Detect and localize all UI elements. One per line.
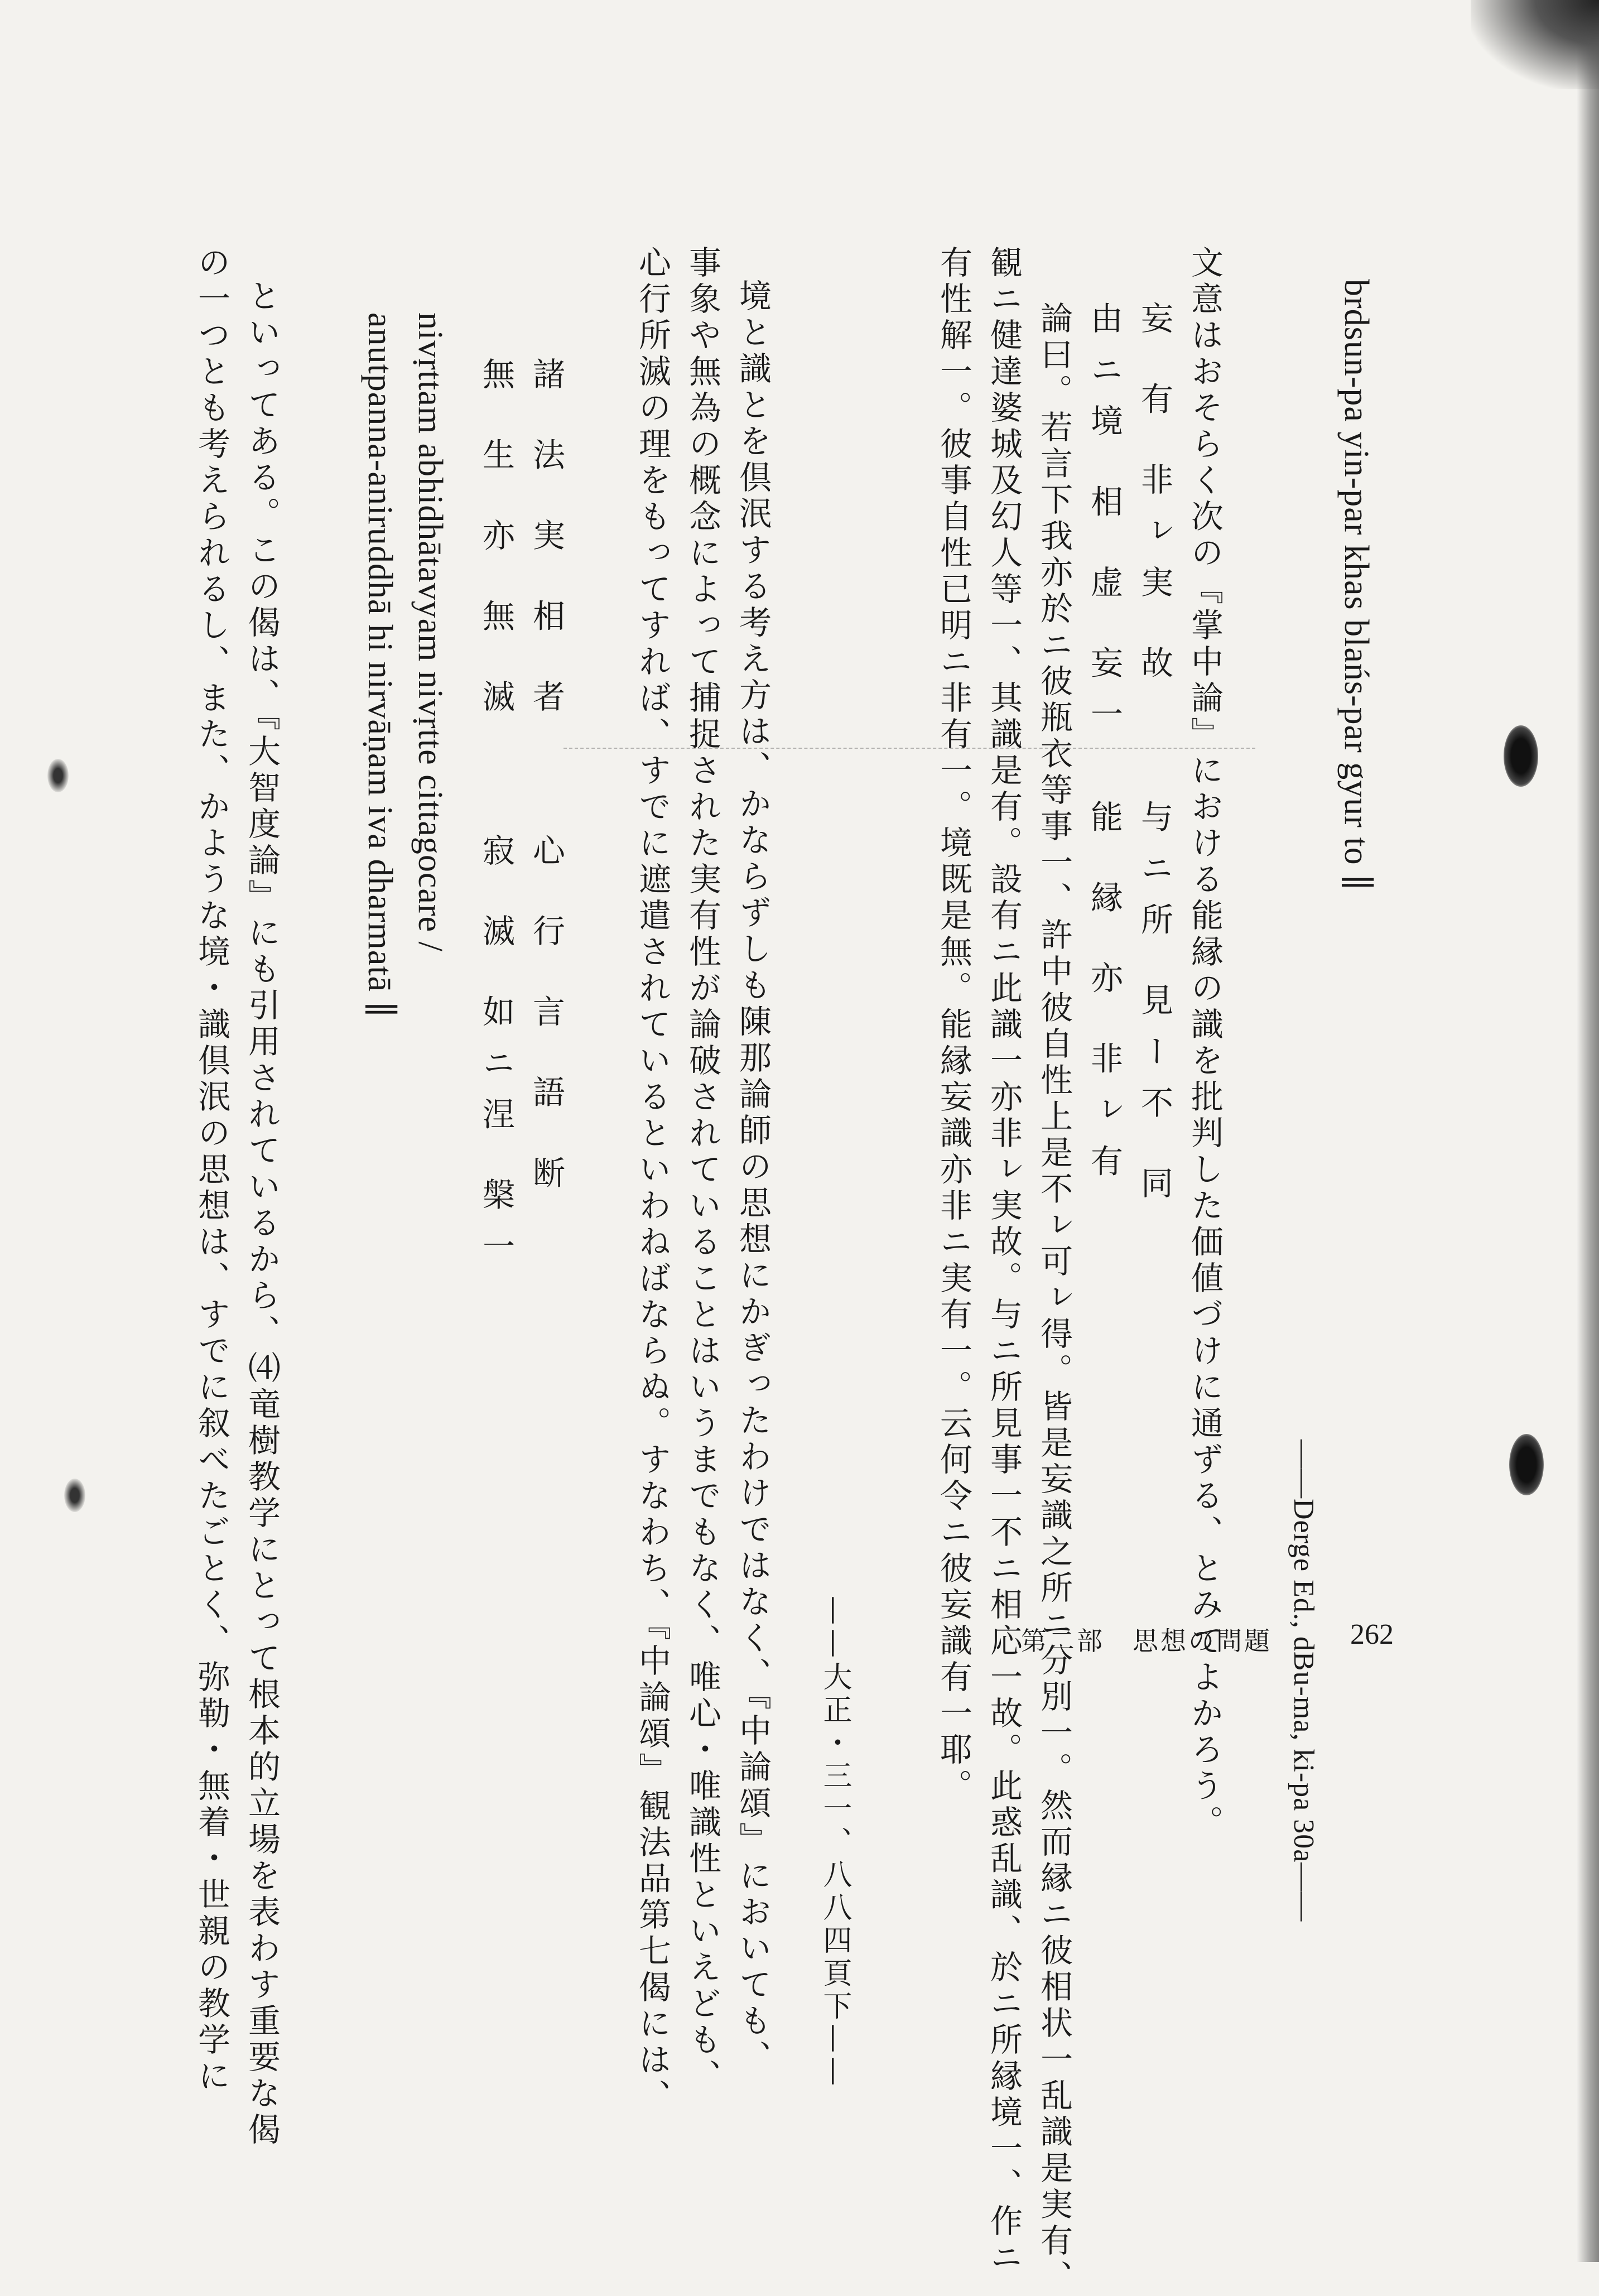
page-number: 262	[1350, 1619, 1394, 1650]
verse-line: 無 生 亦 無 滅 寂 滅 如ニ涅 槃一	[477, 357, 515, 1281]
running-footer-title: 第二部 思想の問題	[1021, 1626, 1272, 1656]
citation-derge: ——Derge Ed., dBu-ma, ki-pa 30a——	[1288, 1440, 1319, 1922]
verse-line: 由ニ境 相 虚 妄一 能 縁 亦 非ㇾ有	[1085, 301, 1123, 1196]
scan-edge-shadow	[1577, 0, 1599, 2262]
tibetan-quote-line: brdsun-pa yin-par khas blańs-par gyur to ∥	[1337, 279, 1375, 891]
sanskrit-verse-line: anutpanna-aniruddhā hi nirvāṇam iva dharmatā ∥	[361, 312, 399, 1018]
body-text-line: といってある。この偈は、『大智度論』にも引用されているから、⑷竜樹教学にとって根本的立場を表わす重要な偈	[243, 279, 281, 2149]
punch-hole-lower	[1509, 1434, 1544, 1495]
body-text-line: の一つとも考えられるし、また、かような境・識倶泯の思想は、すでに叙べたごとく、弥勒・無着・世親の教学に	[192, 246, 230, 2095]
body-text-line: 文意はおそらく次の『掌中論』における能縁の識を批判した価値づけに通ずる、とみてよかろう。	[1186, 246, 1224, 1841]
citation-taisho: ——大正・三一、八八四頁下——	[818, 1596, 851, 2090]
scan-corner-shadow	[1471, 0, 1599, 89]
kanbun-line: 論曰。若言下我亦於ニ彼瓶衣等事一、許中彼自性上是不ㇾ可ㇾ得。皆是妄識之所ニ分別一。然而縁ニ彼相状一乱識是実有、	[1035, 301, 1073, 2296]
kanbun-line: 有性解一。彼事自性已明ニ非有一。境既是無。能縁妄識亦非ニ実有一。云何令ニ彼妄識有一耶。	[935, 246, 972, 1805]
scan-speck	[47, 759, 69, 792]
body-text-line: 境と識とを倶泯する考え方は、かならずしも陳那論師の思想にかぎったわけではなく、『中論頌』においても、	[734, 279, 772, 2076]
scan-speck	[64, 1479, 85, 1512]
verse-line: 妄 有 非ㇾ実 故 与ニ所 見ー不 同	[1135, 301, 1173, 1218]
verse-line: 諸 法 実 相 者 心 行 言 語 断	[527, 357, 565, 1207]
punch-hole-upper	[1504, 725, 1538, 787]
sanskrit-verse-line: nivṛttam abhidhātavyam nivṛtte cittagocare /	[411, 312, 449, 952]
kanbun-line: 観ニ健達婆城及幻人等一、其識是有。設有ニ此識一亦非ㇾ実故。与ニ所見事一不ニ相応一故。此惑乱識、於ニ所縁境一、作ニ	[985, 246, 1023, 2276]
body-text-line: 心行所滅の理をもってすれば、すでに遮遣されているといわねばならぬ。すなわち、『中論頌』観法品第七偈には、	[633, 246, 671, 2115]
body-text-line: 事象や無為の概念によって捕捉された実有性が論破されていることはいうまでもなく、唯心・唯識性といえども、	[683, 246, 721, 2095]
